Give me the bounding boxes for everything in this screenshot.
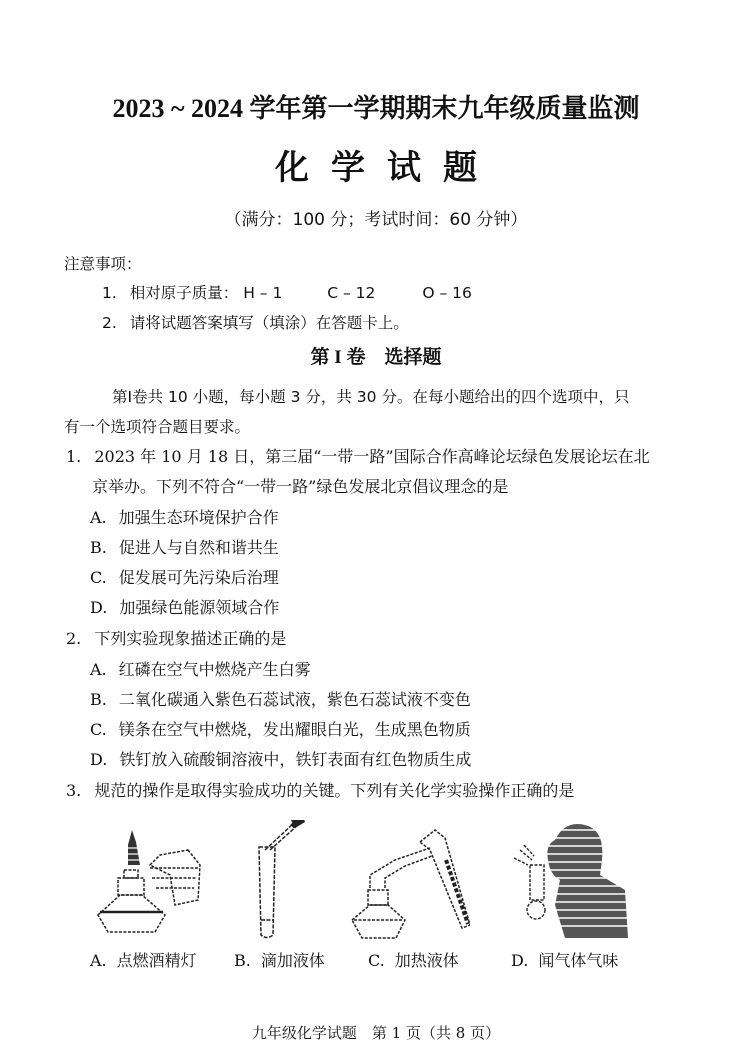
option-label: B. [90,690,107,709]
q2-option-a[interactable] [90,657,311,680]
atomic-mass-h: H – 1 [243,284,283,302]
figure-label: B. [234,951,251,970]
smelling-gas-icon [510,820,640,940]
option-text: 促进人与自然和谐共生 [118,538,279,557]
question-text: 规范的操作是取得实验成功的关键。下列有关化学实验操作正确的是 [94,781,575,800]
heating-test-tube-icon [350,820,470,940]
figure-label: D. [511,951,529,970]
atomic-mass-c: C – 12 [327,284,376,302]
figure-caption: 闻气体气味 [538,951,619,970]
option-label: A. [90,660,107,679]
dropper-test-tube-icon [245,820,325,940]
subject-title: 化学试题 [275,148,499,188]
q1-option-a[interactable] [90,505,279,528]
q1-option-d[interactable] [90,595,279,618]
q2-option-d[interactable] [90,747,471,770]
alcohol-lamp-lighting-icon [90,820,210,940]
figure-label: C. [368,951,385,970]
page-footer: 九年级化学试题 第 1 页（共 8 页） [251,1024,501,1042]
option-label: D. [90,750,108,769]
figure-caption-a [90,948,197,971]
exam-title: 2023 ~ 2024 学年第一学期期末九年级质量监测 [112,94,640,123]
figure-caption: 加热液体 [394,951,459,970]
option-text: 红磷在空气中燃烧产生白雾 [118,660,311,679]
figure-caption-c [368,948,459,971]
exam-meta: （满分：100 分；考试时间：60 分钟） [224,210,528,230]
option-label: C. [90,568,107,587]
section-intro-line2: 有一个选项符合题目要求。 [64,418,251,436]
notes-heading: 注意事项： [64,255,142,273]
option-text: 二氧化碳通入紫色石蕊试液，紫色石蕊试液不变色 [118,690,471,709]
section-intro-line1: 第Ⅰ卷共 10 小题，每小题 3 分，共 30 分。在每小题给出的四个选项中，只 [112,388,630,406]
option-text: 镁条在空气中燃烧，发出耀眼白光，生成黑色物质 [118,720,471,739]
note-item-2 [102,311,409,333]
question-3-stem [66,778,574,801]
note-text: 请将试题答案填写（填涂）在答题卡上。 [129,314,409,332]
q1-option-b[interactable] [90,535,279,558]
q2-option-b[interactable] [90,687,471,710]
option-label: C. [90,720,107,739]
note-item-1 [102,281,472,303]
figure-caption: 点燃酒精灯 [116,951,197,970]
q1-option-c[interactable] [90,565,279,588]
option-text: 促发展可先污染后治理 [118,568,279,587]
option-label: B. [90,538,107,557]
question-text: 下列实验现象描述正确的是 [94,629,287,648]
note-number: 2. [102,314,117,332]
option-label: D. [90,598,108,617]
question-number: 1. [66,447,82,466]
note-text: 相对原子质量： [129,284,239,302]
note-number: 1. [102,284,117,302]
question-2-stem [66,626,286,649]
question-text: 2023 年 10 月 18 日，第三届“一带一路”国际合作高峰论坛绿色发展论坛在北 [94,447,650,466]
question-1-stem-line2: 京举办。下列不符合“一带一路”绿色发展北京倡议理念的是 [92,477,509,496]
question-number: 3. [66,781,82,800]
atomic-mass-o: O – 16 [422,284,472,302]
q2-option-c[interactable] [90,717,471,740]
question-1-stem [66,444,650,467]
question-3-figures [90,820,650,940]
figure-label: A. [90,951,107,970]
figure-caption: 滴加液体 [260,951,325,970]
figure-caption-b [234,948,325,971]
option-text: 加强绿色能源领域合作 [119,598,280,617]
question-number: 2. [66,629,82,648]
option-text: 铁钉放入硫酸铜溶液中，铁钉表面有红色物质生成 [119,750,472,769]
section-title: 第 I 卷 选择题 [310,347,442,368]
option-text: 加强生态环境保护合作 [118,508,279,527]
option-label: A. [90,508,107,527]
figure-caption-d [511,948,618,971]
